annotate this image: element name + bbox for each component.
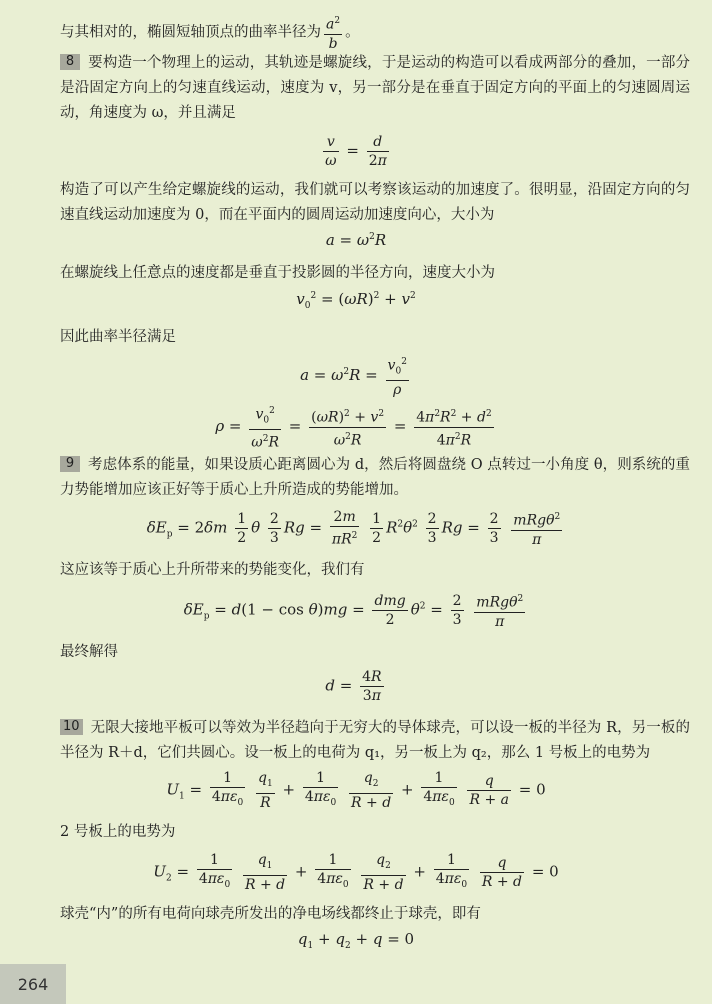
problem-number-8: 8 [60,54,80,70]
intro-fraction: $\frac{a^2}{b}$ [324,12,342,53]
p9-paragraph [60,453,690,503]
p8-paragraph-2 [60,178,690,228]
p10-paragraph [60,716,690,766]
p9-text1: 考虑体系的能量，如果设质心距离圆心为 d，然后将圆盘绕 O 点转过一小角度 θ，则系统的重力势能增加应该正好等于质心上升所造成的势能增加。 [60,457,690,498]
p8-paragraph [60,51,690,126]
p10-paragraph-2 [60,820,690,845]
p8-text1: 要构造一个物理上的运动，其轨迹是螺旋线，于是运动的构造可以看成两部分的叠加，一部分是沿固定方向上的匀速直线运动，速度为 v，另一部分是在垂直于固定方向的平面上的匀速圆周运动，角速度为 ω，并且满足 [60,55,690,121]
problem-number-10: 10 [60,719,83,735]
p8-paragraph-4 [60,325,690,350]
p9-text3: 最终解得 [60,644,118,660]
p10-paragraph-3 [60,902,690,927]
eq-curvature-2: ρ = $\frac{v_0^2}{\omega^2R}$ = $\frac{(\omega R)^2 + v^2}{\omega^2R}$ = $\frac{4\pi^2R^2 + d^2}{4\pi^2R}$ [0,402,712,452]
p10-text1: 无限大接地平板可以等效为半径趋向于无穷大的导体球壳，可以设一板的半径为 R，另一板的半径为 R＋d，它们共圆心。设一板上的电荷为 q₁，另一板上为 q₂，那么 1 号板上的电势为 [60,720,690,761]
eq-potential-1: $U_1$ = $\frac{1}{4\pi\varepsilon_0}$ $\frac{q_1}{R}$ + $\frac{1}{4\pi\varepsilon_0}$ $\frac{q_2}{R + d}$ + $\frac{1}{4\pi\varepsilon_0}$ $\frac{q}{R + a}$ = 0 [166,770,546,811]
p9-text2: 这应该等于质心上升所带来的势能变化，我们有 [60,562,365,578]
eq-v-over-omega: $\frac{v}{\omega}$ = $\frac{d}{2\pi}$ [325,134,387,169]
p8-text3: 在螺旋线上任意点的速度都是垂直于投影圆的半径方向，速度大小为 [60,265,495,281]
eq-energy-1: $\delta E_p = 2\delta m$ $\frac{1}{2}$ θ $\frac{2}{3}$ Rg = $\frac{2m}{\pi R^2}$ $\frac{1}{2}$ $R^2\theta^2$ $\frac{2}{3}$ Rg = $\frac{2}{3}$ $\frac{mRg\theta^2}{\pi}$ [146,509,561,548]
eq-d-result: d = $\frac{4R}{3\pi}$ [325,669,382,704]
intro-tail: 。 [345,24,360,41]
p8-paragraph-3 [60,261,690,286]
problem-number-9: 9 [60,456,80,472]
eq-charge-sum: $q_1 + q_2 + q = 0$ [297,930,415,951]
p8-text2: 构造了可以产生给定螺旋线的运动，我们就可以考察该运动的加速度了。很明显，沿固定方向的匀速直线运动加速度为 0，而在平面内的圆周运动加速度向心，大小为 [60,182,690,223]
eq-energy-2: $\delta E_p = d(1 - \cos \theta)mg$ = $\frac{\text{dmg}}{2}$ $\theta^2$ = $\frac{2}{3}$ $\frac{mRg\theta^2}{\pi}$ [0,590,712,631]
p9-paragraph-3 [60,640,690,665]
intro-text: 与其相对的，椭圆短轴顶点的曲率半径为 [60,24,321,41]
eq-accel: $a = \omega^2R$ [325,231,387,249]
p8-text4: 因此曲率半径满足 [60,329,176,345]
eq-potential-2: $U_2$ = $\frac{1}{4\pi\varepsilon_0}$ $\frac{q_1}{R + d}$ + $\frac{1}{4\pi\varepsilon_0}$ $\frac{q_2}{R + d}$ + $\frac{1}{4\pi\varepsilon_0}$ $\frac{q}{R + d}$ = 0 [153,852,559,893]
eq-speed: $v_0^2 = (\omega R)^2 + v^2$ [296,290,416,311]
eq-curvature-1: $a = \omega^2R$ = $\frac{v_0^2}{\rho}$ [0,353,712,399]
intro-line [60,12,690,53]
p10-text3: 球壳“内”的所有电荷向球壳所发出的净电场线都终止于球壳，即有 [60,906,481,922]
p10-text2: 2 号板上的电势为 [60,824,176,840]
p9-paragraph-2 [60,558,690,583]
page-number: 264 [0,964,66,1004]
